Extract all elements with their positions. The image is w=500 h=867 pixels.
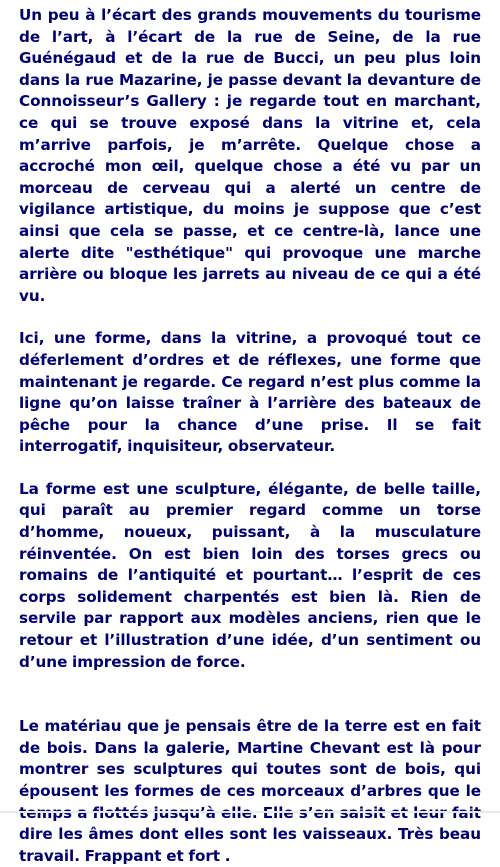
paragraph-1: Un peu à l’écart des grands mouvements du tourisme de l’art, à l’écart de la rue de Seine, de la rue Guénégaud et de la rue de Bucci, un peu plus loin dans la rue Mazarine, je passe devant la devanture de Connoisseur’s Gallery : je regarde tout en marchant, ce qui se trouve exposé dans la vitrine et, cela m’arrive parfois, je m’arrête. Quelque chose a accroché mon œil, quelque chose a été vu par un morceau de cerveau qui a alerté un centre de vigilance artistique, du moins je suppose que c’est ainsi que cela se passe, et ce centre-là, lance une alerte dite "esthétique" qui provoque une marche arrière ou bloque les jarrets au niveau de ce qui a été vu. <box>19 6 481 305</box>
paragraph-2: Ici, une forme, dans la vitrine, a provoqué tout ce déferlement d’ordres et de réflexes, une forme que maintenant je regarde. Ce regard n’est plus comme la ligne qu’on laisse traîner à l’arrière des bateaux de pêche pour la chance d’une prise. Il se fait interrogatif, inquisiteur, observateur. <box>19 329 481 456</box>
paragraph-3: La forme est une sculpture, élégante, de belle taille, qui paraît au premier regard comme un torse d’homme, noueux, puissant, à la musculature réinventée. On est bien loin des torses grecs ou romains de l’antiquité et pourtant… l’esprit de ces corps solidement charpentés est bien là. Rien de servile par rapport aux modèles anciens, rien que le retour et l’illustration d’une idée, d’un sentiment ou d’une impression de force. <box>19 479 481 671</box>
paragraph-4: Le matériau que je pensais être de la terre est en fait de bois. Dans la galerie, Martine Chevant est là pour montrer ses sculptures qui toutes sont de bois, qui épousent les formes de ces morceaux d’arbres que le dire les âmes dont elles sont les vaisseaux. Très beau travail. Frappant et fort . <box>19 717 481 865</box>
